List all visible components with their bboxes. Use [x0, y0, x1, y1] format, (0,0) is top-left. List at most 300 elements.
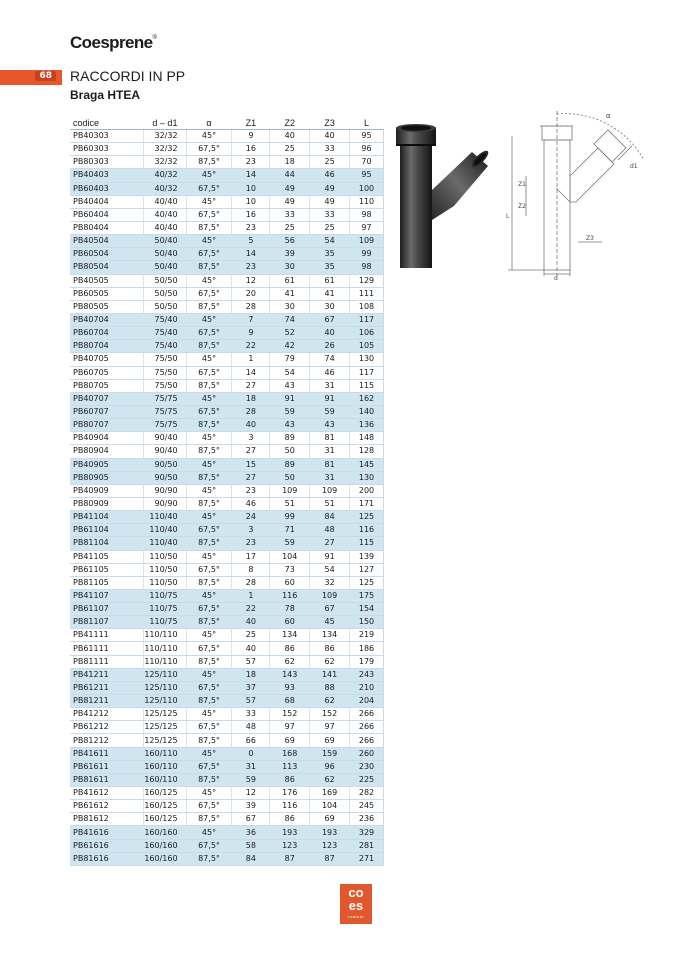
cell-z1: 7 [232, 313, 270, 326]
cell-alpha: 67,5° [186, 405, 232, 418]
cell-alpha: 45° [186, 313, 232, 326]
cell-z3: 48 [310, 524, 350, 537]
brand-name: Coesprene [70, 33, 153, 52]
cell-z2: 41 [270, 287, 310, 300]
cell-d-d1: 75/75 [144, 405, 186, 418]
cell-z3: 59 [310, 405, 350, 418]
cell-alpha: 45° [186, 392, 232, 405]
cell-alpha: 67,5° [186, 524, 232, 537]
cell-alpha: 87,5° [186, 340, 232, 353]
cell-l: 236 [350, 813, 384, 826]
cell-z1: 23 [232, 484, 270, 497]
cell-z2: 97 [270, 721, 310, 734]
cell-z2: 79 [270, 353, 310, 366]
cell-l: 329 [350, 826, 384, 839]
cell-alpha: 45° [186, 169, 232, 182]
footer-logo [340, 884, 372, 924]
cell-d-d1: 90/90 [144, 497, 186, 510]
cell-d-d1: 110/110 [144, 629, 186, 642]
cell-l: 117 [350, 366, 384, 379]
cell-z1: 66 [232, 734, 270, 747]
cell-z1: 1 [232, 589, 270, 602]
label-alpha: α [606, 112, 611, 120]
cell-z3: 30 [310, 300, 350, 313]
cell-l: 125 [350, 511, 384, 524]
cell-z1: 23 [232, 221, 270, 234]
col-header-l: L [350, 116, 384, 130]
cell-d-d1: 75/40 [144, 313, 186, 326]
cell-z3: 31 [310, 445, 350, 458]
table-row [70, 589, 384, 602]
cell-z2: 59 [270, 537, 310, 550]
cell-codice: PB80303 [70, 156, 144, 169]
table-row [70, 287, 384, 300]
cell-z3: 27 [310, 537, 350, 550]
section-subtitle: Braga HTEA [70, 88, 141, 102]
cell-z3: 31 [310, 471, 350, 484]
cell-l: 129 [350, 274, 384, 287]
table-row [70, 708, 384, 721]
cell-l: 266 [350, 734, 384, 747]
cell-z3: 41 [310, 287, 350, 300]
cell-z1: 40 [232, 642, 270, 655]
cell-z1: 12 [232, 787, 270, 800]
cell-codice: PB80504 [70, 261, 144, 274]
cell-z3: 169 [310, 787, 350, 800]
cell-codice: PB81616 [70, 852, 144, 865]
cell-alpha: 87,5° [186, 497, 232, 510]
cell-z1: 58 [232, 839, 270, 852]
cell-l: 96 [350, 143, 384, 156]
cell-codice: PB40403 [70, 169, 144, 182]
cell-z3: 33 [310, 208, 350, 221]
cell-l: 171 [350, 497, 384, 510]
cell-codice: PB80909 [70, 497, 144, 510]
table-row [70, 458, 384, 471]
cell-z2: 54 [270, 366, 310, 379]
cell-l: 116 [350, 524, 384, 537]
table-row [70, 603, 384, 616]
cell-z1: 8 [232, 563, 270, 576]
cell-z3: 49 [310, 182, 350, 195]
table-row [70, 839, 384, 852]
cell-l: 148 [350, 432, 384, 445]
cell-z3: 45 [310, 616, 350, 629]
cell-z1: 22 [232, 340, 270, 353]
cell-z2: 104 [270, 550, 310, 563]
cell-z2: 73 [270, 563, 310, 576]
cell-l: 97 [350, 221, 384, 234]
table-row [70, 813, 384, 826]
cell-z3: 62 [310, 695, 350, 708]
cell-alpha: 45° [186, 195, 232, 208]
cell-alpha: 67,5° [186, 182, 232, 195]
cell-alpha: 87,5° [186, 576, 232, 589]
cell-alpha: 87,5° [186, 419, 232, 432]
cell-codice: PB81611 [70, 773, 144, 786]
cell-d-d1: 40/40 [144, 221, 186, 234]
cell-z3: 134 [310, 629, 350, 642]
cell-z3: 54 [310, 235, 350, 248]
cell-z3: 31 [310, 379, 350, 392]
cell-codice: PB41107 [70, 589, 144, 602]
col-header-z2: Z2 [270, 116, 310, 130]
table-row [70, 826, 384, 839]
cell-z2: 43 [270, 419, 310, 432]
cell-l: 179 [350, 655, 384, 668]
cell-z3: 25 [310, 156, 350, 169]
cell-z1: 10 [232, 195, 270, 208]
cell-d-d1: 160/160 [144, 826, 186, 839]
cell-codice: PB81212 [70, 734, 144, 747]
cell-z3: 109 [310, 589, 350, 602]
cell-codice: PB40505 [70, 274, 144, 287]
cell-z2: 93 [270, 681, 310, 694]
cell-l: 260 [350, 747, 384, 760]
cell-d-d1: 50/50 [144, 287, 186, 300]
table-row [70, 537, 384, 550]
cell-z2: 99 [270, 511, 310, 524]
cell-z1: 17 [232, 550, 270, 563]
cell-z2: 68 [270, 695, 310, 708]
cell-alpha: 87,5° [186, 616, 232, 629]
cell-z3: 88 [310, 681, 350, 694]
cell-z1: 22 [232, 603, 270, 616]
cell-l: 204 [350, 695, 384, 708]
cell-z2: 123 [270, 839, 310, 852]
cell-z2: 87 [270, 852, 310, 865]
cell-l: 150 [350, 616, 384, 629]
cell-z3: 46 [310, 169, 350, 182]
cell-alpha: 45° [186, 629, 232, 642]
cell-alpha: 87,5° [186, 695, 232, 708]
cell-z2: 89 [270, 432, 310, 445]
cell-d-d1: 90/90 [144, 484, 186, 497]
table-row [70, 313, 384, 326]
cell-l: 145 [350, 458, 384, 471]
table-row [70, 576, 384, 589]
main-pipe [396, 124, 436, 268]
cell-z3: 32 [310, 576, 350, 589]
cell-z3: 141 [310, 668, 350, 681]
cell-codice: PB41105 [70, 550, 144, 563]
cell-l: 139 [350, 550, 384, 563]
cell-z2: 49 [270, 195, 310, 208]
cell-z2: 52 [270, 327, 310, 340]
cell-codice: PB41611 [70, 747, 144, 760]
cell-l: 140 [350, 405, 384, 418]
cell-codice: PB60505 [70, 287, 144, 300]
cell-z2: 56 [270, 235, 310, 248]
branch-pipe [432, 148, 491, 220]
cell-d-d1: 50/40 [144, 235, 186, 248]
cell-z1: 84 [232, 852, 270, 865]
cell-alpha: 45° [186, 130, 232, 143]
cell-z3: 40 [310, 130, 350, 143]
cell-alpha: 87,5° [186, 445, 232, 458]
cell-l: 266 [350, 708, 384, 721]
cell-d-d1: 90/50 [144, 471, 186, 484]
cell-l: 154 [350, 603, 384, 616]
cell-d-d1: 110/75 [144, 589, 186, 602]
table-row [70, 668, 384, 681]
cell-z3: 40 [310, 327, 350, 340]
cell-z1: 12 [232, 274, 270, 287]
cell-d-d1: 110/40 [144, 524, 186, 537]
cell-z3: 33 [310, 143, 350, 156]
cell-l: 117 [350, 313, 384, 326]
cell-alpha: 87,5° [186, 261, 232, 274]
col-header-codice: codice [70, 116, 144, 130]
cell-z3: 67 [310, 603, 350, 616]
cell-l: 99 [350, 248, 384, 261]
cell-d-d1: 75/50 [144, 366, 186, 379]
cell-l: 219 [350, 629, 384, 642]
cell-z2: 134 [270, 629, 310, 642]
table-row [70, 511, 384, 524]
cell-l: 110 [350, 195, 384, 208]
cell-z3: 35 [310, 248, 350, 261]
table-row [70, 445, 384, 458]
cell-l: 100 [350, 182, 384, 195]
cell-codice: PB40705 [70, 353, 144, 366]
table-row [70, 760, 384, 773]
cell-codice: PB80704 [70, 340, 144, 353]
cell-codice: PB80707 [70, 419, 144, 432]
cell-alpha: 87,5° [186, 300, 232, 313]
cell-alpha: 45° [186, 826, 232, 839]
cell-z2: 116 [270, 589, 310, 602]
cell-codice: PB41111 [70, 629, 144, 642]
cell-l: 128 [350, 445, 384, 458]
cell-z2: 42 [270, 340, 310, 353]
cell-codice: PB40303 [70, 130, 144, 143]
col-header-alpha: α [186, 116, 232, 130]
table-row [70, 248, 384, 261]
cell-z1: 16 [232, 208, 270, 221]
cell-codice: PB81612 [70, 813, 144, 826]
cell-z1: 40 [232, 419, 270, 432]
cell-z2: 25 [270, 221, 310, 234]
cell-z3: 54 [310, 563, 350, 576]
cell-d-d1: 40/32 [144, 182, 186, 195]
cell-z1: 59 [232, 773, 270, 786]
cell-codice: PB81105 [70, 576, 144, 589]
col-header-z3: Z3 [310, 116, 350, 130]
cell-z3: 46 [310, 366, 350, 379]
cell-codice: PB80505 [70, 300, 144, 313]
cell-d-d1: 110/110 [144, 642, 186, 655]
table-row [70, 747, 384, 760]
cell-l: 115 [350, 537, 384, 550]
cell-alpha: 87,5° [186, 379, 232, 392]
cell-z1: 10 [232, 182, 270, 195]
table-row [70, 550, 384, 563]
table-header-row [70, 116, 384, 130]
cell-z3: 84 [310, 511, 350, 524]
cell-d-d1: 75/50 [144, 353, 186, 366]
cell-alpha: 45° [186, 353, 232, 366]
cell-z1: 36 [232, 826, 270, 839]
cell-d-d1: 40/40 [144, 195, 186, 208]
cell-l: 111 [350, 287, 384, 300]
cell-z2: 60 [270, 616, 310, 629]
cell-l: 115 [350, 379, 384, 392]
cell-codice: PB60704 [70, 327, 144, 340]
cell-alpha: 87,5° [186, 221, 232, 234]
cell-codice: PB40909 [70, 484, 144, 497]
cell-l: 70 [350, 156, 384, 169]
table-row [70, 340, 384, 353]
table-row [70, 787, 384, 800]
table-row [70, 182, 384, 195]
technical-drawing [498, 106, 658, 281]
cell-alpha: 67,5° [186, 603, 232, 616]
cell-z2: 116 [270, 800, 310, 813]
table-row [70, 419, 384, 432]
cell-d-d1: 160/110 [144, 773, 186, 786]
cell-z3: 61 [310, 274, 350, 287]
table-row [70, 208, 384, 221]
table-row [70, 274, 384, 287]
cell-l: 230 [350, 760, 384, 773]
table-row [70, 353, 384, 366]
table-row [70, 156, 384, 169]
cell-z3: 123 [310, 839, 350, 852]
cell-alpha: 67,5° [186, 760, 232, 773]
cell-alpha: 45° [186, 458, 232, 471]
cell-z3: 62 [310, 655, 350, 668]
cell-d-d1: 110/50 [144, 576, 186, 589]
cell-alpha: 87,5° [186, 852, 232, 865]
cell-z1: 33 [232, 708, 270, 721]
table-row [70, 642, 384, 655]
table-row [70, 169, 384, 182]
cell-d-d1: 160/110 [144, 747, 186, 760]
cell-alpha: 67,5° [186, 800, 232, 813]
cell-alpha: 67,5° [186, 366, 232, 379]
cell-codice: PB41212 [70, 708, 144, 721]
cell-l: 271 [350, 852, 384, 865]
cell-z1: 23 [232, 156, 270, 169]
cell-z1: 5 [232, 235, 270, 248]
cell-alpha: 45° [186, 550, 232, 563]
cell-d-d1: 32/32 [144, 143, 186, 156]
cell-z2: 61 [270, 274, 310, 287]
cell-z2: 86 [270, 642, 310, 655]
cell-d-d1: 50/50 [144, 274, 186, 287]
cell-z1: 27 [232, 445, 270, 458]
cell-alpha: 67,5° [186, 248, 232, 261]
cell-z1: 18 [232, 668, 270, 681]
cell-z1: 67 [232, 813, 270, 826]
cell-codice: PB61111 [70, 642, 144, 655]
cell-z3: 69 [310, 734, 350, 747]
cell-l: 98 [350, 208, 384, 221]
label-z1: Z1 [518, 181, 526, 188]
cell-z2: 86 [270, 773, 310, 786]
cell-codice: PB60403 [70, 182, 144, 195]
cell-alpha: 45° [186, 708, 232, 721]
brand-logo [70, 33, 156, 53]
cell-z2: 30 [270, 261, 310, 274]
cell-z1: 3 [232, 524, 270, 537]
col-header-d: d – d1 [144, 116, 186, 130]
cell-codice: PB60404 [70, 208, 144, 221]
cell-z3: 87 [310, 852, 350, 865]
cell-alpha: 45° [186, 274, 232, 287]
cell-codice: PB40504 [70, 235, 144, 248]
cell-z2: 50 [270, 445, 310, 458]
cell-z1: 9 [232, 327, 270, 340]
cell-d-d1: 90/40 [144, 432, 186, 445]
cell-d-d1: 125/125 [144, 734, 186, 747]
cell-z2: 113 [270, 760, 310, 773]
cell-z2: 109 [270, 484, 310, 497]
cell-z2: 59 [270, 405, 310, 418]
label-l: L [506, 213, 510, 220]
cell-z2: 69 [270, 734, 310, 747]
table-row [70, 655, 384, 668]
cell-l: 109 [350, 235, 384, 248]
cell-z2: 91 [270, 392, 310, 405]
cell-alpha: 87,5° [186, 813, 232, 826]
cell-d-d1: 160/160 [144, 852, 186, 865]
cell-d-d1: 125/125 [144, 708, 186, 721]
table-row [70, 300, 384, 313]
cell-alpha: 67,5° [186, 327, 232, 340]
cell-z1: 28 [232, 576, 270, 589]
cell-z3: 69 [310, 813, 350, 826]
cell-alpha: 45° [186, 484, 232, 497]
cell-z2: 74 [270, 313, 310, 326]
label-z3: Z3 [586, 235, 594, 242]
cell-d-d1: 40/40 [144, 208, 186, 221]
cell-alpha: 45° [186, 432, 232, 445]
table-row [70, 405, 384, 418]
cell-codice: PB61611 [70, 760, 144, 773]
cell-l: 225 [350, 773, 384, 786]
cell-z3: 109 [310, 484, 350, 497]
cell-codice: PB61612 [70, 800, 144, 813]
cell-z3: 25 [310, 221, 350, 234]
table-row [70, 629, 384, 642]
table-row [70, 221, 384, 234]
cell-codice: PB80905 [70, 471, 144, 484]
cell-l: 108 [350, 300, 384, 313]
cell-l: 130 [350, 471, 384, 484]
page-tab [0, 70, 62, 85]
cell-d-d1: 110/40 [144, 537, 186, 550]
cell-z1: 39 [232, 800, 270, 813]
cell-d-d1: 110/75 [144, 616, 186, 629]
cell-codice: PB41211 [70, 668, 144, 681]
section-title: RACCORDI IN PP [70, 68, 186, 84]
cell-d-d1: 90/40 [144, 445, 186, 458]
cell-codice: PB61104 [70, 524, 144, 537]
table-row [70, 432, 384, 445]
cell-z1: 14 [232, 169, 270, 182]
cell-l: 105 [350, 340, 384, 353]
cell-z2: 152 [270, 708, 310, 721]
cell-codice: PB40704 [70, 313, 144, 326]
cell-l: 210 [350, 681, 384, 694]
cell-codice: PB60707 [70, 405, 144, 418]
table-row [70, 681, 384, 694]
cell-z3: 81 [310, 432, 350, 445]
cell-codice: PB41612 [70, 787, 144, 800]
cell-codice: PB81211 [70, 695, 144, 708]
